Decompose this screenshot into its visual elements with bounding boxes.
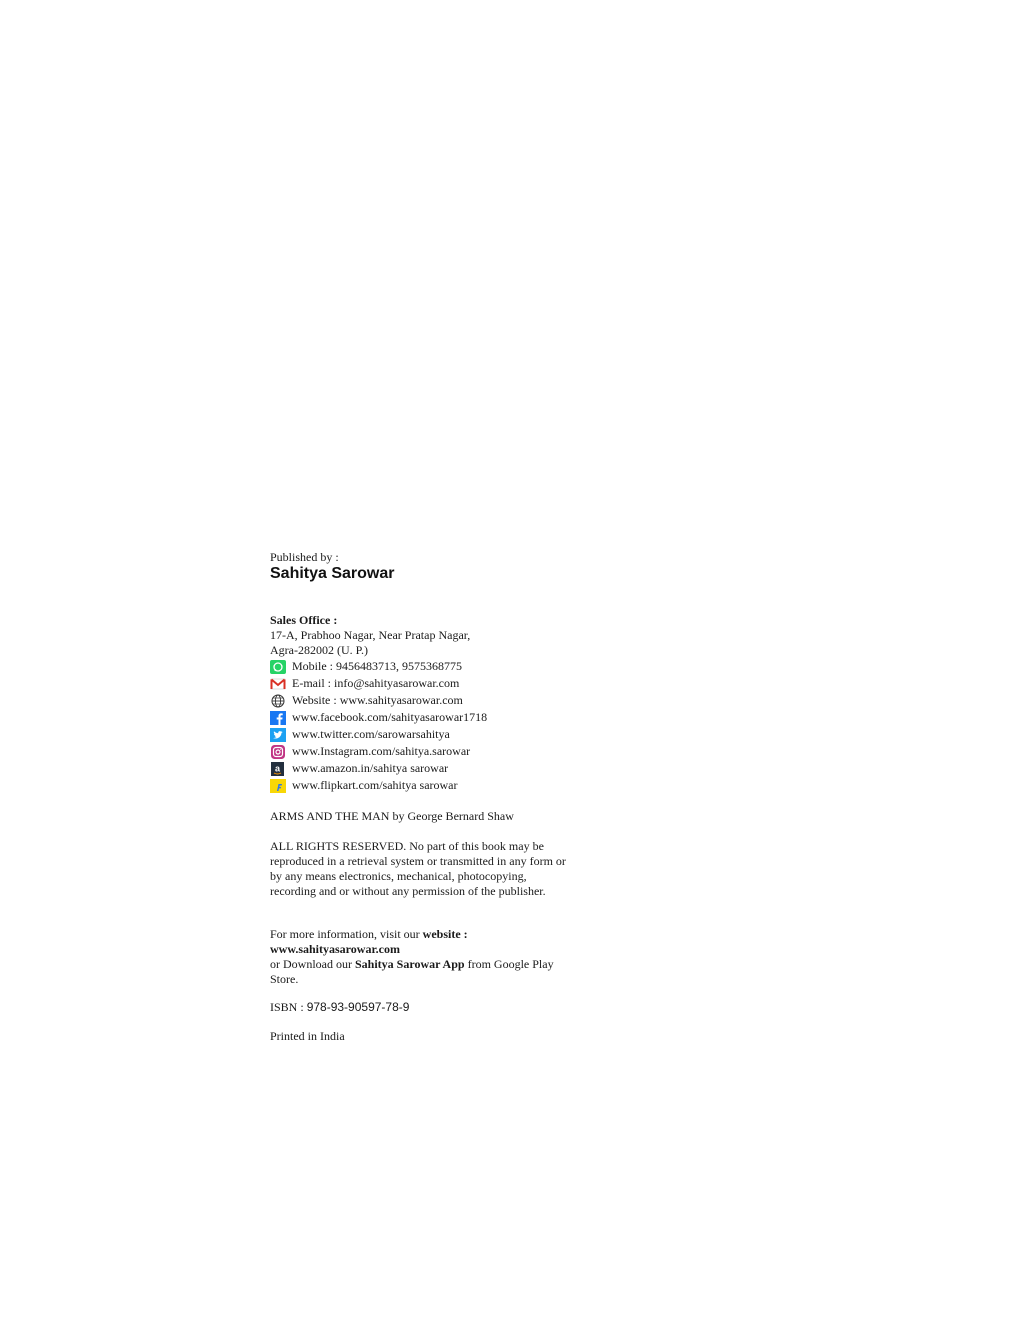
contact-list — [270, 658, 570, 794]
contact-flipkart[interactable] — [270, 777, 570, 794]
contact-twitter[interactable] — [270, 726, 570, 743]
sales-office — [270, 613, 570, 658]
contact-facebook-text[interactable]: www.facebook.com/sahityasarowar1718 — [292, 710, 488, 724]
info-app-name: Sahitya Sarowar App — [354, 957, 465, 971]
svg-text:a: a — [274, 763, 281, 773]
contact-flipkart-text[interactable]: www.flipkart.com/sahitya sarowar — [292, 778, 458, 792]
address-line-1: 17-A, Prabhoo Nagar, Near Pratap Nagar, — [270, 628, 471, 642]
info-website-label: website : — [422, 927, 468, 941]
printed-in: Printed in India — [270, 1029, 345, 1043]
isbn-number: 978-93-90597-78-9 — [306, 1000, 410, 1014]
facebook-icon — [270, 711, 286, 725]
contact-mobile — [270, 658, 570, 675]
contact-instagram-text[interactable]: www.Instagram.com/sahitya.sarowar — [292, 744, 471, 758]
book-title-line: ARMS AND THE MAN by George Bernard Shaw — [270, 809, 514, 823]
isbn-line — [270, 1000, 570, 1015]
gmail-icon — [270, 677, 286, 691]
globe-icon — [270, 694, 286, 708]
contact-instagram[interactable] — [270, 743, 570, 760]
amazon-icon — [270, 762, 286, 776]
rights-notice — [270, 839, 568, 899]
whatsapp-icon — [270, 660, 286, 674]
info-download-prefix: or Download our — [270, 957, 355, 971]
info-intro: For more information, visit our — [270, 927, 423, 941]
publisher-name: Sahitya Sarowar — [270, 565, 395, 582]
contact-mobile-text: Mobile : 9456483713, 9575368775 — [292, 659, 462, 673]
address-line-2: Agra-282002 (U. P.) — [270, 643, 368, 657]
contact-facebook[interactable] — [270, 709, 570, 726]
flipkart-icon — [270, 779, 286, 793]
sales-office-heading: Sales Office : — [270, 613, 338, 627]
info-website-url[interactable]: www.sahityasarowar.com — [270, 942, 401, 956]
contact-website-text[interactable]: Website : www.sahityasarowar.com — [292, 693, 463, 707]
rights-body: No part of this book may be reproduced in a retrieval system or transmitted in any form or by any means electronics, mechanical, photocopying, recording and or without any permission of the publisher. — [270, 839, 566, 898]
twitter-icon — [270, 728, 286, 742]
contact-amazon-text[interactable]: www.amazon.in/sahitya sarowar — [292, 761, 449, 775]
instagram-icon — [270, 745, 286, 759]
contact-email-text[interactable]: E-mail : info@sahityasarowar.com — [292, 676, 460, 690]
contact-amazon[interactable] — [270, 760, 570, 777]
contact-twitter-text[interactable]: www.twitter.com/sarowarsahitya — [292, 727, 450, 741]
rights-lead: ALL RIGHTS RESERVED. — [270, 839, 407, 853]
isbn-label: ISBN : — [270, 1000, 307, 1014]
more-info — [270, 927, 562, 987]
contact-email[interactable] — [270, 675, 570, 692]
info-download-suffix: from Google Play Store. — [270, 957, 554, 986]
contact-website[interactable] — [270, 692, 570, 709]
publisher-label: Published by : — [270, 550, 339, 564]
